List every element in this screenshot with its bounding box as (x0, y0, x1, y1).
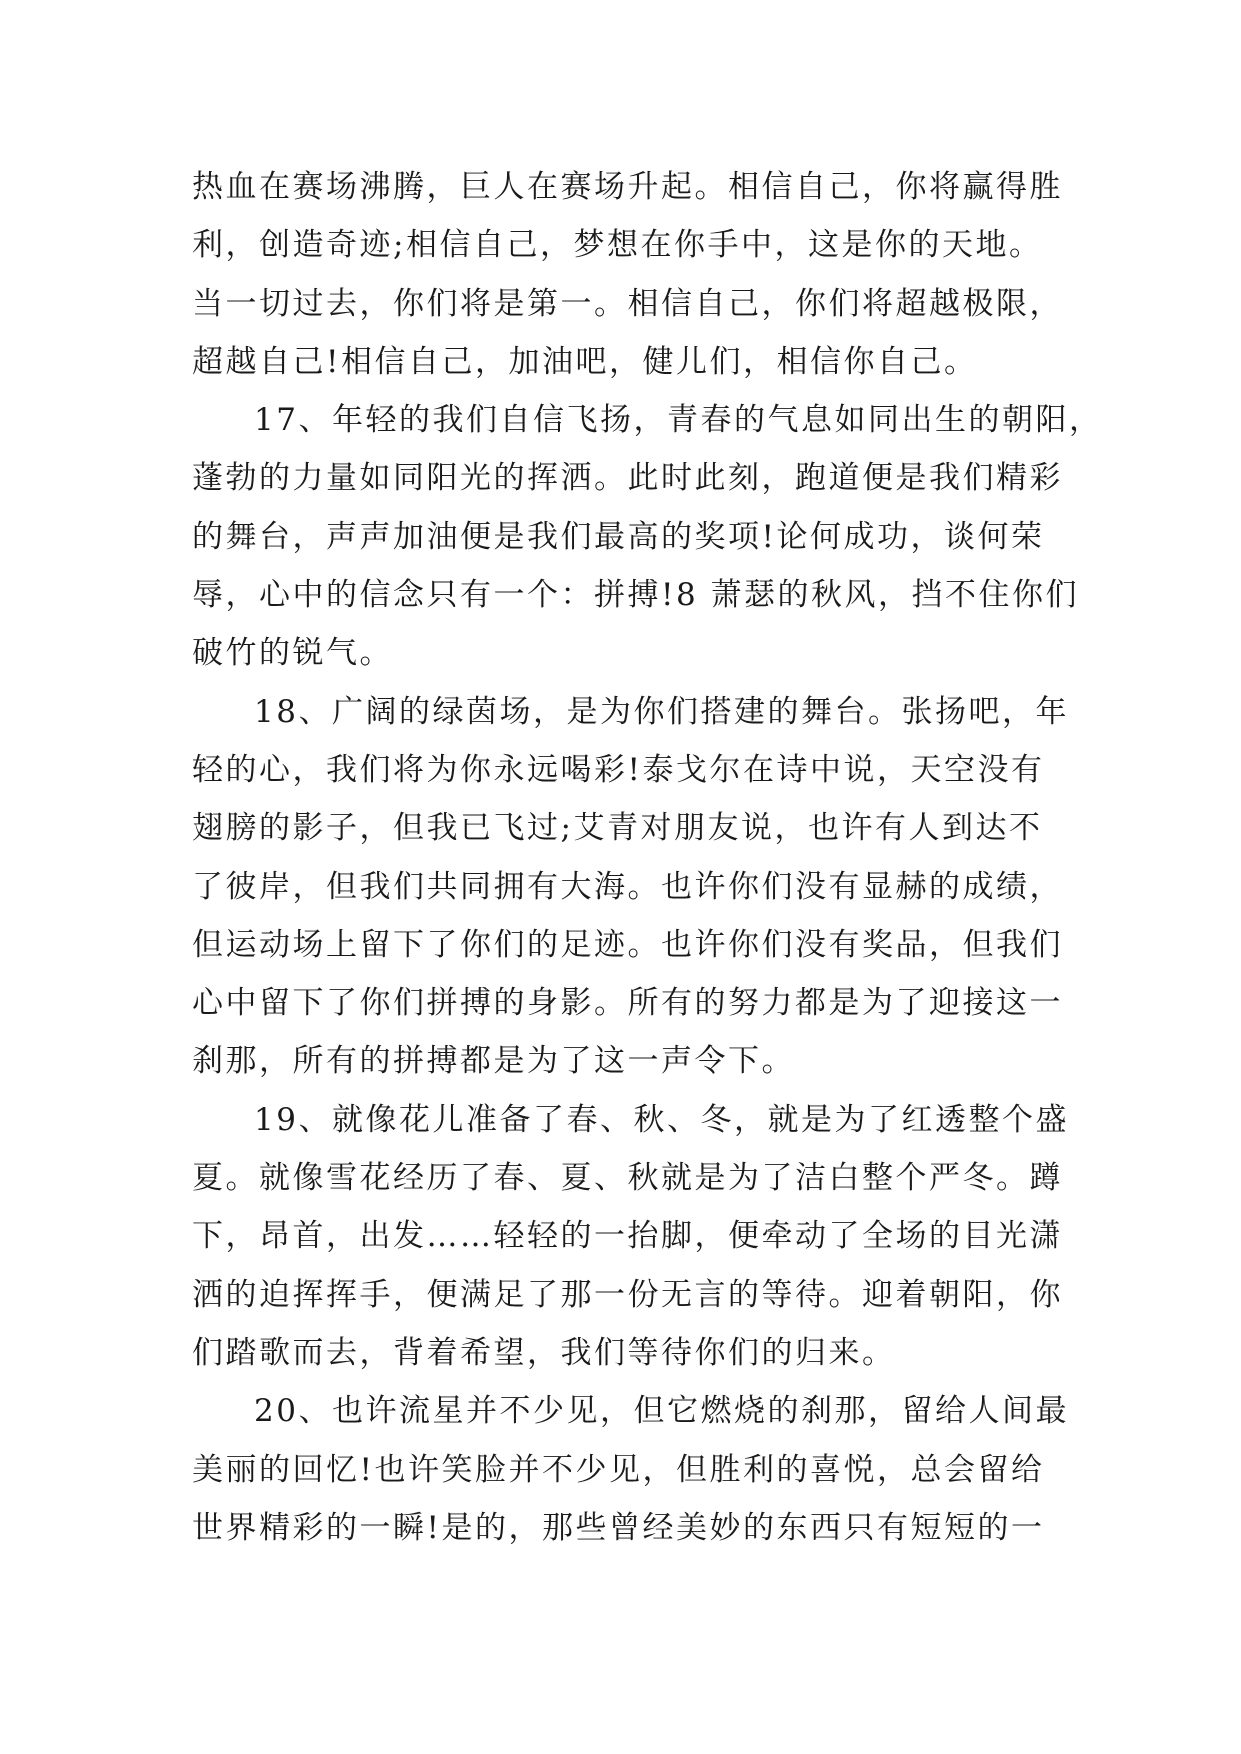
text-line: 的舞台，声声加油便是我们最高的奖项!论何成功，谈何荣 (192, 518, 1045, 555)
text-line: 们踏歌而去，背着希望，我们等待你们的归来。 (192, 1334, 896, 1371)
paragraph-start-20: 20、也许流星并不少见，但它燃烧的刹那，留给人间最 (254, 1393, 1069, 1430)
paragraph-start-17: 17、年轻的我们自信飞扬，青春的气息如同出生的朝阳， (254, 402, 1103, 439)
text-line: 美丽的回忆!也许笑脸并不少见，但胜利的喜悦，总会留给 (192, 1451, 1045, 1488)
text-line: 心中留下了你们拼搏的身影。所有的努力都是为了迎接这一 (192, 985, 1063, 1022)
text-line: 超越自己!相信自己，加油吧，健儿们，相信你自己。 (192, 343, 978, 380)
text-line: 夏。就像雪花经历了春、夏、秋就是为了洁白整个严冬。蹲 (192, 1160, 1063, 1197)
text-line: 轻的心，我们将为你永远喝彩!泰戈尔在诗中说，天空没有 (192, 751, 1045, 788)
paragraph-start-19: 19、就像花儿准备了春、秋、冬，就是为了红透整个盛 (254, 1101, 1069, 1138)
text-line: 辱，心中的信念只有一个：拼搏!8 萧瑟的秋风，挡不住你们 (192, 577, 1080, 614)
text-line: 刹那，所有的拼搏都是为了这一声令下。 (192, 1043, 795, 1080)
text-line: 翅膀的影子，但我已飞过;艾青对朋友说，也许有人到达不 (192, 810, 1043, 847)
text-line: 洒的迫挥挥手，便满足了那一份无言的等待。迎着朝阳，你 (192, 1276, 1063, 1313)
text-line: 但运动场上留下了你们的足迹。也许你们没有奖品，但我们 (192, 926, 1063, 963)
paragraph-start-18: 18、广阔的绿茵场，是为你们搭建的舞台。张扬吧，年 (254, 693, 1069, 730)
text-line: 破竹的锐气。 (192, 635, 393, 672)
text-line: 蓬勃的力量如同阳光的挥洒。此时此刻，跑道便是我们精彩 (192, 460, 1063, 497)
text-line: 了彼岸，但我们共同拥有大海。也许你们没有显赫的成绩， (192, 868, 1063, 905)
text-line: 世界精彩的一瞬!是的，那些曾经美妙的东西只有短短的一 (192, 1509, 1045, 1546)
text-line: 下，昂首，出发……轻轻的一抬脚，便牵动了全场的目光潇 (192, 1218, 1063, 1255)
text-line: 当一切过去，你们将是第一。相信自己，你们将超越极限， (192, 285, 1063, 322)
text-line: 热血在赛场沸腾，巨人在赛场升起。相信自己，你将赢得胜 (192, 169, 1063, 205)
text-line: 利，创造奇迹;相信自己，梦想在你手中，这是你的天地。 (192, 227, 1043, 264)
body-text (192, 158, 1103, 1557)
